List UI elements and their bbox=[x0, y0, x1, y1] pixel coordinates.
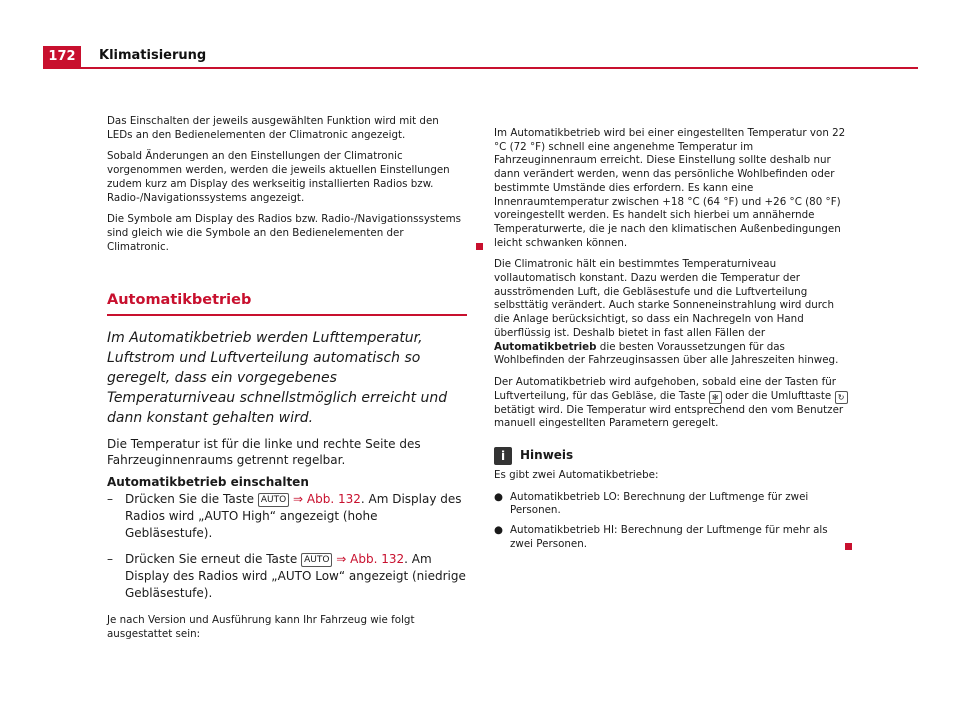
note-icon: i bbox=[494, 447, 512, 465]
figure-link[interactable]: ⇒ Abb. 132 bbox=[336, 552, 405, 567]
bold-term: Automatikbetrieb bbox=[494, 340, 597, 353]
paragraph: Das Einschalten der jeweils ausgewählten Funktion wird mit den LEDs an den Bedienelementen der Climatronic angezeigt. bbox=[107, 115, 439, 141]
auto-key: AUTO bbox=[301, 553, 332, 567]
figure-link[interactable]: ⇒ Abb. 132 bbox=[293, 492, 361, 507]
section-end-icon bbox=[845, 543, 852, 550]
paragraph bbox=[107, 213, 467, 254]
section-title: Automatikbetrieb bbox=[107, 292, 252, 309]
list-item: ● Automatikbetrieb HI: Berechnung der Luftmenge für mehr als zwei Personen. bbox=[494, 524, 852, 551]
subheading: Automatikbetrieb einschalten bbox=[107, 474, 309, 489]
step-item bbox=[107, 491, 467, 542]
list-item: ● Automatikbetrieb LO: Berechnung der Luftmenge für zwei Personen. bbox=[494, 490, 809, 517]
paragraph: Je nach Version und Ausführung kann Ihr Fahrzeug wie folgt ausgestattet sein: bbox=[107, 614, 415, 640]
fan-icon: ✻ bbox=[709, 391, 722, 404]
paragraph: Die Climatronic hält ein bestimmtes Temperaturniveau vollautomatisch konstant. Dazu werden die Temperatur der ausströmenden Luft, die Gebläsestufe und die Luftverteilung selbsttätig verändert. Auch starke Sonneneinstrahlung wird durch die Anlage berücksichtigt, so dass ein Nachregeln von Hand überflüssig ist. Deshalb bietet in fast allen Fällen der Automatikbetrieb die besten Voraussetzungen für das Wohlbefinden der Fahrzeuginsassen über alle Jahreszeiten hinweg. bbox=[494, 258, 839, 367]
left-column bbox=[107, 115, 467, 650]
intro-text: Im Automatikbetrieb werden Lufttemperatur, Luftstrom und Luftverteilung automatisch so geregelt, dass ein vorgegebenes Temperaturniveau schnellstmöglich erreicht und dann konstant gehalten wird. bbox=[107, 329, 448, 426]
bullet-icon: ● bbox=[494, 490, 503, 503]
section-end-icon bbox=[476, 243, 483, 250]
recirculation-icon: ↻ bbox=[835, 391, 848, 404]
step-text: Drücken Sie die Taste AUTO ⇒ Abb. 132. Am Display des Radios wird „AUTO High“ angezeigt (hohe Gebläsestufe). bbox=[125, 492, 462, 541]
paragraph: Die Temperatur ist für die linke und rechte Seite des Fahrzeuginnenraums getrennt regelbar. bbox=[107, 436, 421, 467]
step-item bbox=[107, 551, 467, 602]
section-rule bbox=[107, 314, 467, 316]
paragraph: Der Automatikbetrieb wird aufgehoben, sobald eine der Tasten für Luftverteilung, für das Gebläse, die Taste ✻ oder die Umlufttaste ↻ betätigt wird. Die Temperatur wird entsprechend den vom Benutzer manuell eingestellten Parametern geregelt. bbox=[494, 376, 852, 431]
header-rule bbox=[43, 67, 918, 69]
hint-title: Hinweis bbox=[520, 448, 574, 463]
bullet-icon: ● bbox=[494, 524, 503, 537]
step-dash: – bbox=[107, 492, 113, 507]
page-number: 172 bbox=[43, 46, 81, 68]
chapter-title: Klimatisierung bbox=[99, 48, 207, 63]
step-text: Drücken Sie erneut die Taste AUTO ⇒ Abb. 132. Am Display des Radios wird „AUTO Low“ angezeigt (niedrige Gebläsestufe). bbox=[125, 552, 466, 601]
hint-intro: Es gibt zwei Automatikbetriebe: bbox=[494, 469, 659, 482]
hint-header bbox=[494, 447, 852, 465]
auto-key: AUTO bbox=[258, 493, 289, 507]
paragraph-text: Die Symbole am Display des Radios bzw. Radio-/Navigationssystems sind gleich wie die Symbole an den Bedienelementen der Climatronic. bbox=[107, 213, 462, 253]
paragraph: Im Automatikbetrieb wird bei einer eingestellten Temperatur von 22 °C (72 °F) schnell eine angenehme Temperatur im Fahrzeuginnenraum erreicht. Diese Einstellung sollte deshalb nur dann verändert werden, wenn das persönliche Wohlbefinden oder bestimmte Umstände dies erfordern. Es kann eine Innenraumtemperatur zwischen +18 °C (64 °F) und +26 °C (80 °F) voreingestellt werden. Es handelt sich hierbei um annähernde Temperaturwerte, die je nach den klimatischen Außenbedingungen leicht schwanken können. bbox=[494, 127, 846, 249]
step-dash: – bbox=[107, 552, 113, 567]
paragraph: Sobald Änderungen an den Einstellungen der Climatronic vorgenommen werden, werden die jeweils aktuellen Einstellungen zudem kurz am Display des werkseitig installierten Radios bzw. Radio-/Navigationssystems angezeigt. bbox=[107, 150, 450, 204]
right-column bbox=[494, 127, 852, 558]
